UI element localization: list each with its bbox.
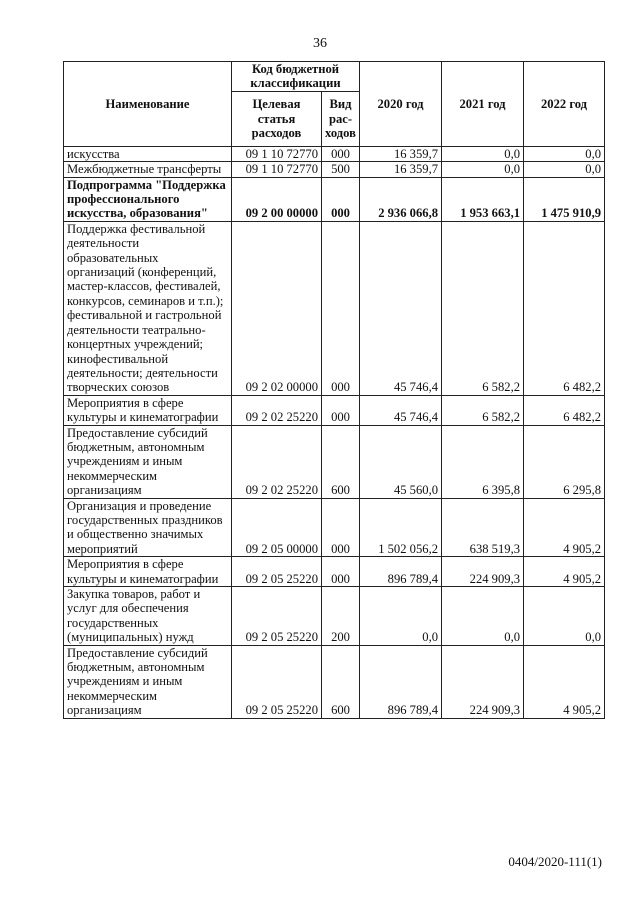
- table-row: [64, 425, 605, 498]
- row-value-2020: 2 936 066,8: [360, 177, 442, 221]
- row-value-2021: 6 395,8: [442, 425, 524, 498]
- row-value-2022: 4 905,2: [524, 557, 605, 587]
- table-row: [64, 162, 605, 177]
- header-name: Наименование: [64, 62, 232, 147]
- row-value-2020: 1 502 056,2: [360, 498, 442, 557]
- row-target-code: 09 2 00 00000: [232, 177, 322, 221]
- row-value-2022: 0,0: [524, 587, 605, 646]
- row-name: Закупка товаров, работ и услуг для обеспечения государственных (муниципальных) нужд: [64, 587, 232, 646]
- table-row: [64, 221, 605, 395]
- row-value-2022: 4 905,2: [524, 645, 605, 718]
- row-expense-type: 000: [322, 557, 360, 587]
- table-row: [64, 395, 605, 425]
- document-code: 0404/2020-111(1): [508, 854, 602, 869]
- row-expense-type: 600: [322, 645, 360, 718]
- header-expense-type: Вид рас-ходов: [322, 91, 360, 146]
- row-target-code: 09 1 10 72770: [232, 162, 322, 177]
- budget-table: [63, 61, 605, 719]
- row-expense-type: 000: [322, 221, 360, 395]
- header-code-group: Код бюджетной классификации: [232, 62, 360, 92]
- table-row: [64, 177, 605, 221]
- row-value-2020: 896 789,4: [360, 645, 442, 718]
- table-row: [64, 498, 605, 557]
- header-2022: 2022 год: [524, 62, 605, 147]
- row-expense-type: 000: [322, 146, 360, 161]
- row-name: Подпрограмма "Поддержка профессионального искусства, образования": [64, 177, 232, 221]
- row-name: искусства: [64, 146, 232, 161]
- row-name: Мероприятия в сфере культуры и кинематографии: [64, 395, 232, 425]
- row-value-2021: 0,0: [442, 146, 524, 161]
- row-value-2020: 16 359,7: [360, 146, 442, 161]
- row-value-2021: 224 909,3: [442, 645, 524, 718]
- row-expense-type: 600: [322, 425, 360, 498]
- row-value-2021: 1 953 663,1: [442, 177, 524, 221]
- row-value-2022: 6 482,2: [524, 221, 605, 395]
- row-expense-type: 000: [322, 395, 360, 425]
- row-value-2020: 16 359,7: [360, 162, 442, 177]
- row-target-code: 09 2 05 00000: [232, 498, 322, 557]
- header-target-article: Целевая статья расходов: [232, 91, 322, 146]
- row-expense-type: 000: [322, 498, 360, 557]
- row-target-code: 09 2 02 25220: [232, 395, 322, 425]
- row-value-2020: 45 746,4: [360, 221, 442, 395]
- row-value-2021: 6 582,2: [442, 395, 524, 425]
- row-name: Поддержка фестивальной деятельности образовательных организаций (конференций, мастер-классов, фестивалей, конкурсов, семинаров и т.п.); фестивальной и гастрольной деятельности театрально-концертных учреждений; кинофестивальной деятельности; деятельности творческих союзов: [64, 221, 232, 395]
- row-value-2021: 0,0: [442, 587, 524, 646]
- row-value-2020: 45 560,0: [360, 425, 442, 498]
- header-2021: 2021 год: [442, 62, 524, 147]
- header-2020: 2020 год: [360, 62, 442, 147]
- row-value-2021: 224 909,3: [442, 557, 524, 587]
- row-value-2020: 45 746,4: [360, 395, 442, 425]
- row-expense-type: 000: [322, 177, 360, 221]
- row-name: Межбюджетные трансферты: [64, 162, 232, 177]
- row-value-2022: 1 475 910,9: [524, 177, 605, 221]
- row-target-code: 09 2 05 25220: [232, 587, 322, 646]
- row-value-2022: 4 905,2: [524, 498, 605, 557]
- table-row: [64, 587, 605, 646]
- row-value-2021: 6 582,2: [442, 221, 524, 395]
- row-name: Предоставление субсидий бюджетным, автономным учреждениям и иным некоммерческим организациям: [64, 425, 232, 498]
- table-row: [64, 645, 605, 718]
- row-value-2022: 0,0: [524, 162, 605, 177]
- row-value-2020: 896 789,4: [360, 557, 442, 587]
- row-target-code: 09 2 02 25220: [232, 425, 322, 498]
- row-value-2020: 0,0: [360, 587, 442, 646]
- row-value-2021: 638 519,3: [442, 498, 524, 557]
- row-target-code: 09 1 10 72770: [232, 146, 322, 161]
- row-name: Организация и проведение государственных праздников и общественно значимых мероприятий: [64, 498, 232, 557]
- table-row: [64, 146, 605, 161]
- row-expense-type: 500: [322, 162, 360, 177]
- row-value-2021: 0,0: [442, 162, 524, 177]
- row-value-2022: 6 482,2: [524, 395, 605, 425]
- row-target-code: 09 2 02 00000: [232, 221, 322, 395]
- page-number: 36: [313, 36, 327, 51]
- table-body: [64, 146, 605, 718]
- row-target-code: 09 2 05 25220: [232, 645, 322, 718]
- row-target-code: 09 2 05 25220: [232, 557, 322, 587]
- row-value-2022: 0,0: [524, 146, 605, 161]
- row-value-2022: 6 295,8: [524, 425, 605, 498]
- row-expense-type: 200: [322, 587, 360, 646]
- row-name: Предоставление субсидий бюджетным, автономным учреждениям и иным некоммерческим организациям: [64, 645, 232, 718]
- table-row: [64, 557, 605, 587]
- row-name: Мероприятия в сфере культуры и кинематографии: [64, 557, 232, 587]
